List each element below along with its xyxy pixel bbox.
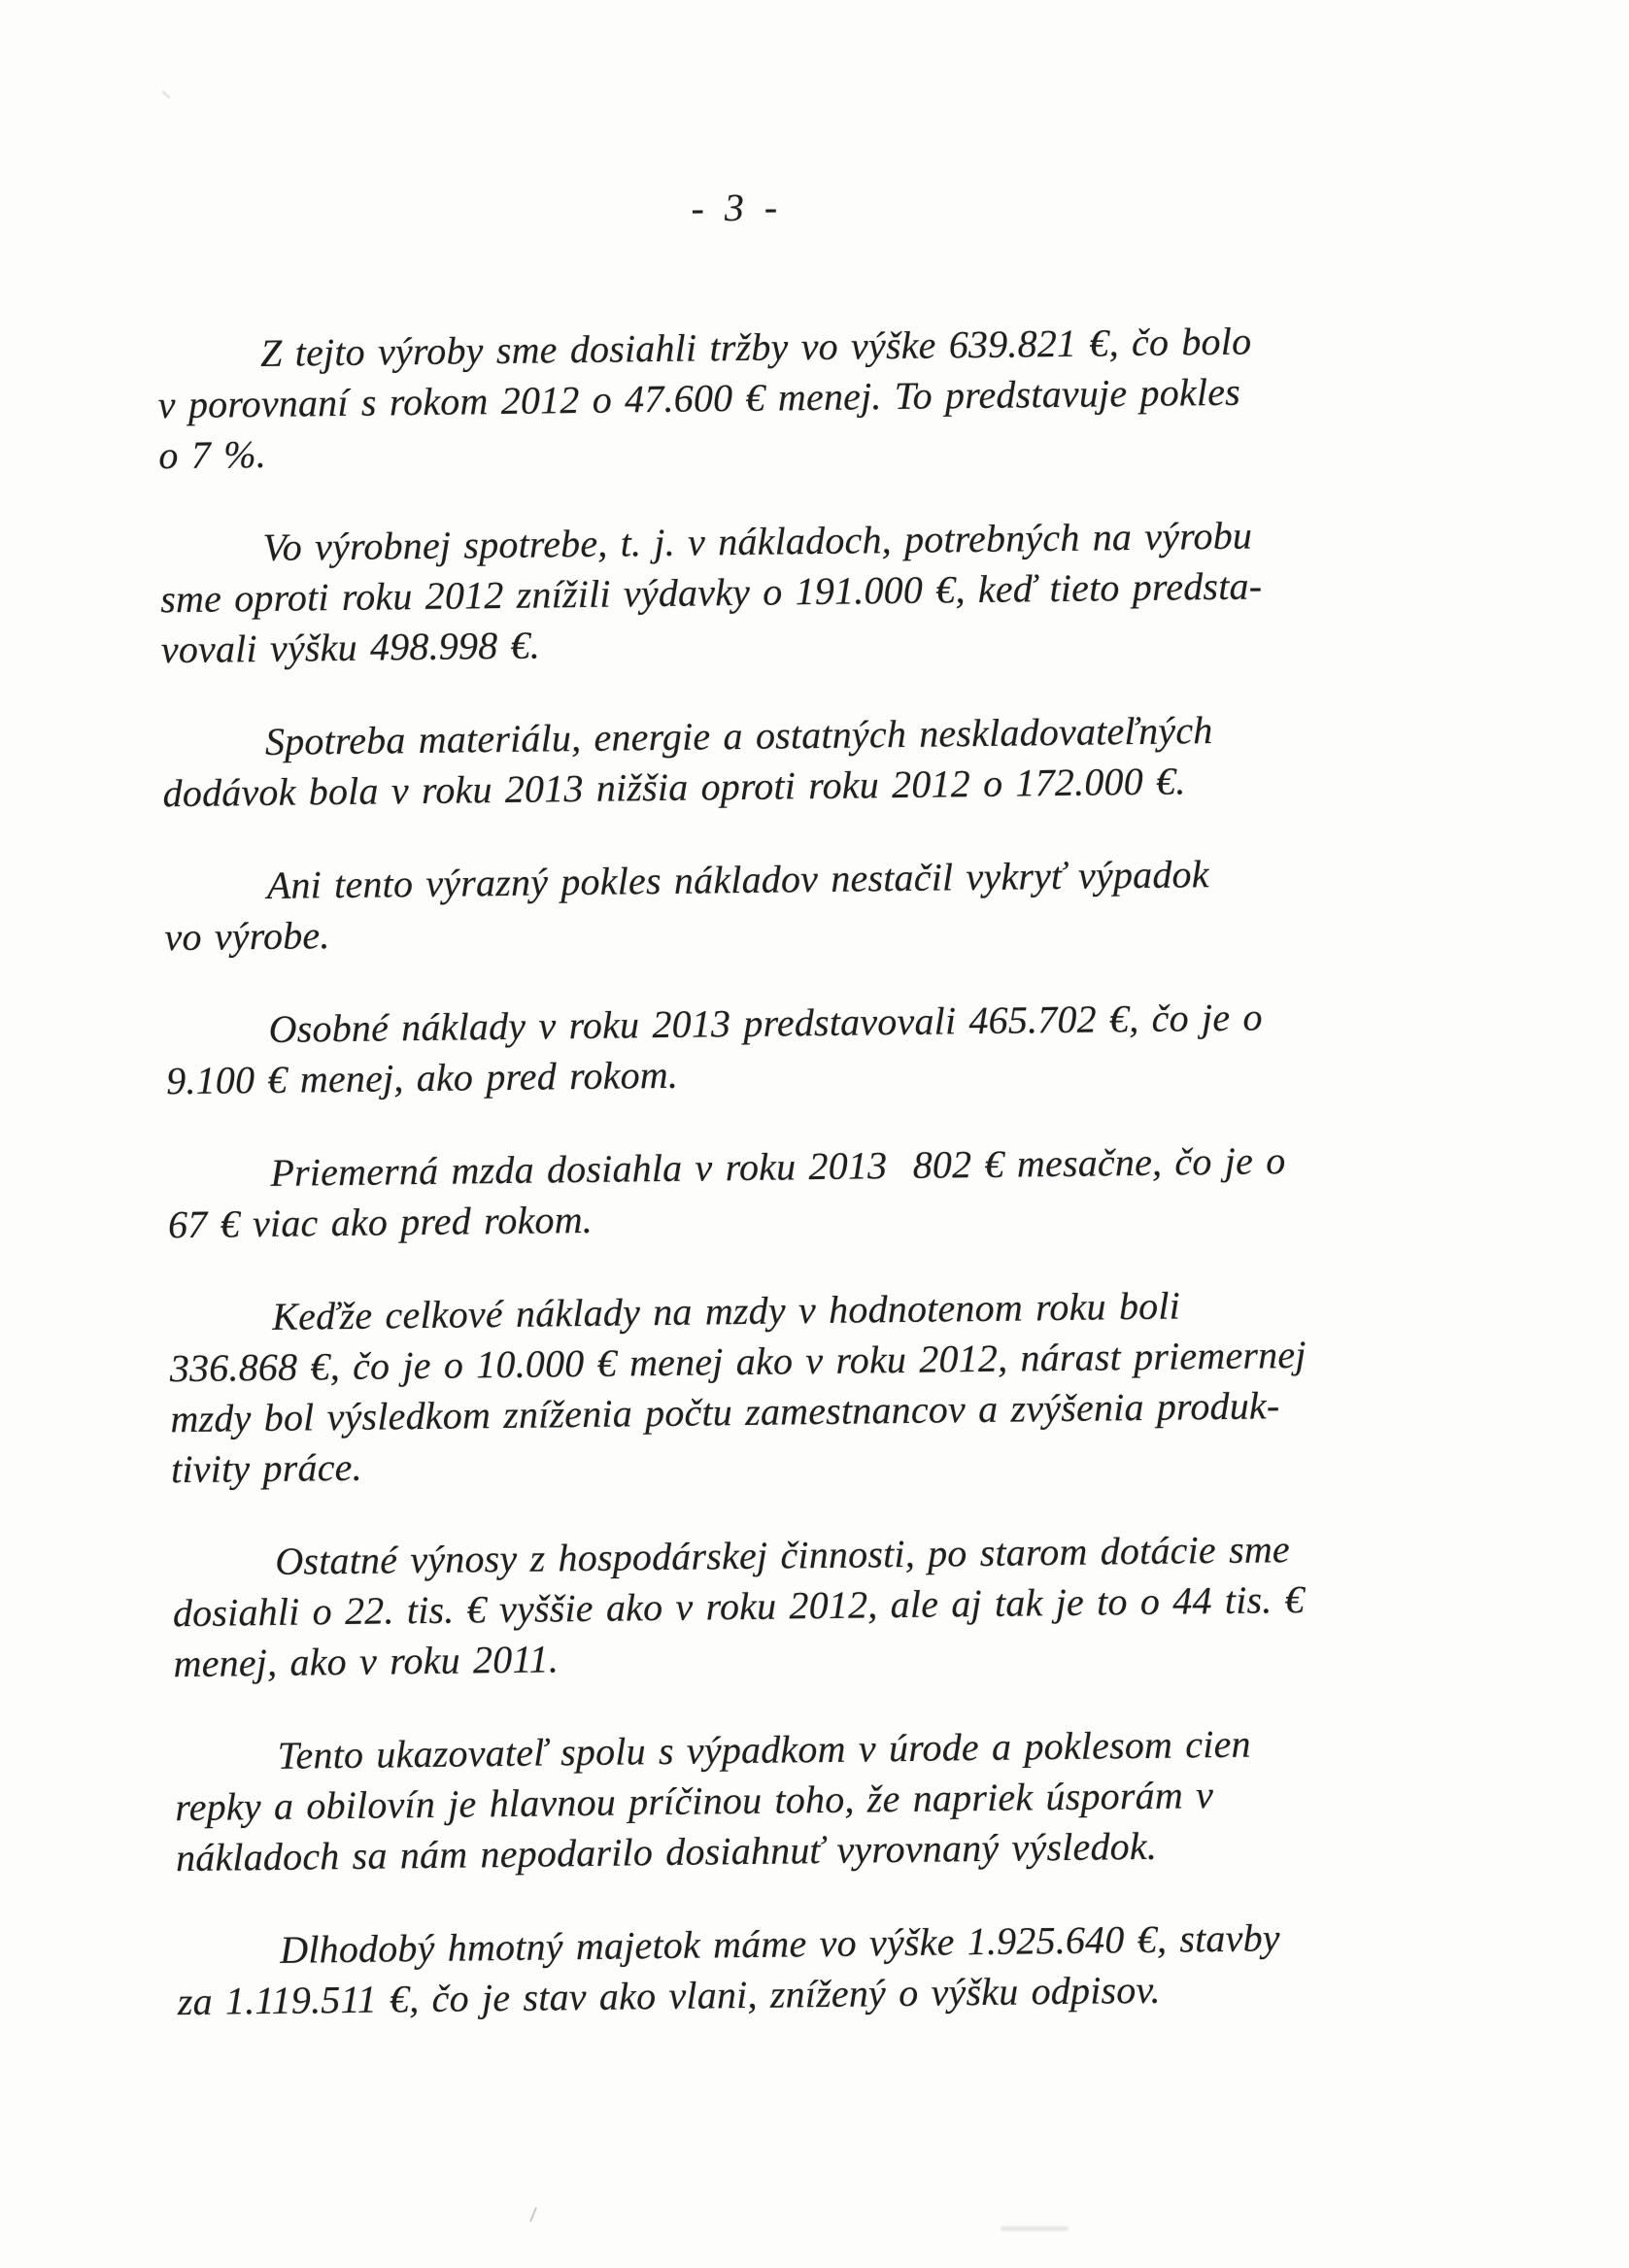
text-line: Vo výrobnej spotrebe, t. j. v nákladoch, potrebných na výrobu — [262, 513, 1253, 569]
text-line: Ostatné výnosy z hospodárskej činnosti, po starom dotácie sme — [275, 1527, 1291, 1583]
paragraph-5 — [165, 992, 1327, 1107]
text-line: sme oproti roku 2012 znížili výdavky o 191.000 €, keď tieto predsta- — [159, 563, 1263, 622]
paragraph-2 — [159, 510, 1322, 676]
text-line: repky a obilovín je hlavnou príčinou toho, že napriek úsporám v — [175, 1773, 1214, 1830]
paragraph-7 — [169, 1279, 1332, 1496]
paragraph-10 — [177, 1913, 1339, 2028]
page-number: - 3 - — [691, 185, 782, 230]
text-line: nákladoch sa nám nepodarilo dosiahnuť vyrovnaný výsledok. — [175, 1823, 1158, 1880]
paragraph-6 — [167, 1135, 1329, 1251]
text-line: 9.100 € menej, ako pred rokom. — [165, 1052, 679, 1103]
text-line: Ani tento výrazný pokles nákladov nestačil vykryť výpadok — [266, 852, 1209, 907]
text-line: v porovnaní s rokom 2012 o 47.600 € menej. To predstavuje pokles — [157, 369, 1241, 427]
text-line: 336.868 €, čo je o 10.000 € menej ako v roku 2012, nárast priemernej — [169, 1332, 1307, 1391]
text-line: menej, ako v roku 2011. — [173, 1637, 560, 1686]
text-line: Z tejto výroby sme dosiahli tržby vo výške 639.821 €, čo bolo — [259, 319, 1252, 375]
paragraph-9 — [174, 1718, 1337, 1884]
scan-artifact — [161, 90, 171, 99]
text-line: o 7 %. — [158, 431, 267, 478]
paragraph-8 — [172, 1524, 1335, 1690]
text-line: Keďže celkové náklady na mzdy v hodnotenom roku boli — [271, 1283, 1181, 1338]
paragraph-3 — [162, 704, 1324, 820]
text-line: mzdy bol výsledkom zníženia počtu zamestnancov a zvýšenia produk- — [170, 1383, 1280, 1441]
page-content — [155, 176, 1339, 2027]
text-line: 67 € viac ako pred rokom. — [167, 1197, 594, 1247]
scan-artifact — [1001, 2226, 1069, 2231]
text-line: vovali výšku 498.998 €. — [160, 623, 541, 672]
scan-artifact — [529, 2207, 537, 2222]
text-line: vo výrobe. — [164, 913, 330, 960]
text-line: Tento ukazovateľ spolu s výpadkom v úrode a poklesom cien — [277, 1721, 1251, 1777]
text-line: Spotreba materiálu, energie a ostatných neskladovateľných — [264, 708, 1213, 763]
text-line: tivity práce. — [170, 1444, 363, 1492]
text-line: dodávok bola v roku 2013 nižšia oproti roku 2012 o 172.000 €. — [162, 759, 1186, 816]
text-line: Priemerná mzda dosiahla v roku 2013 802 € mesačne, čo je o — [270, 1138, 1286, 1195]
text-line: dosiahli o 22. tis. € vyššie ako v roku 2012, ale aj tak je to o 44 tis. € — [172, 1576, 1306, 1636]
text-line: Osobné náklady v roku 2013 predstavovali 465.702 €, čo je o — [268, 995, 1263, 1051]
text-line: Dlhodobý hmotný majetok máme vo výške 1.925.640 €, stavby — [279, 1915, 1280, 1972]
text-line: za 1.119.511 €, čo je stav ako vlani, znížený o výšku odpisov. — [177, 1967, 1161, 2024]
paragraph-4 — [163, 848, 1325, 964]
paragraph-1 — [157, 316, 1320, 482]
